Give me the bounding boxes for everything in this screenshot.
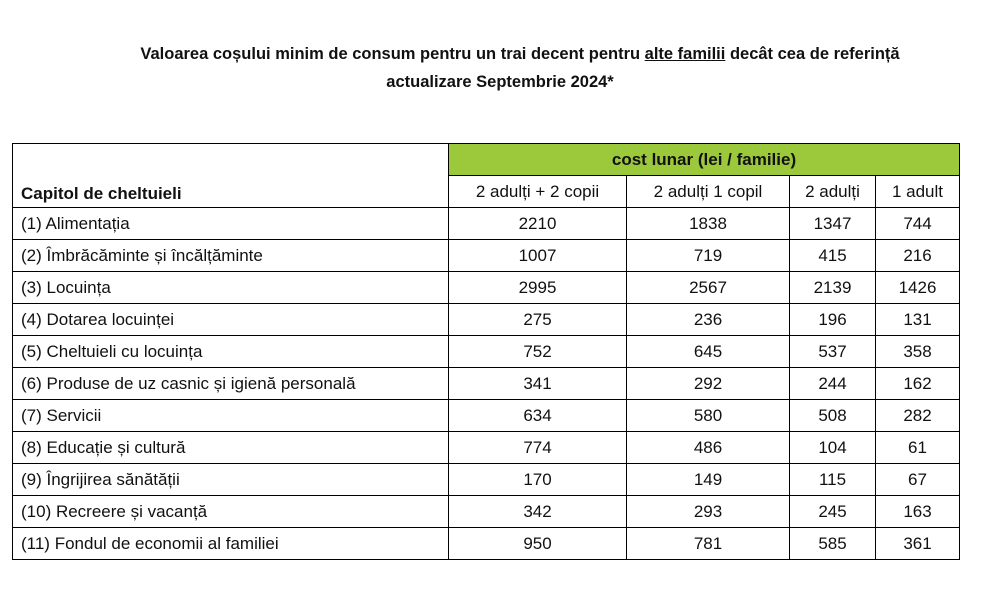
value-cell: 282 [876,400,960,432]
value-cell: 2210 [449,208,627,240]
value-cell: 744 [876,208,960,240]
column-header: 2 adulți + 2 copii [449,176,627,208]
value-cell: 293 [627,496,790,528]
table-row [13,336,960,368]
value-cell: 115 [790,464,876,496]
document-title [0,40,1000,96]
title-line-2: actualizare Septembrie 2024* [386,73,614,91]
column-header: 1 adult [876,176,960,208]
category-cell: (3) Locuința [13,272,449,304]
table-row [13,368,960,400]
value-cell: 752 [449,336,627,368]
table-body [13,208,960,560]
category-cell: (11) Fondul de economii al familiei [13,528,449,560]
value-cell: 358 [876,336,960,368]
value-cell: 486 [627,432,790,464]
title-line-1 [20,40,1000,68]
value-cell: 585 [790,528,876,560]
category-column-header: Capitol de cheltuieli [13,144,449,208]
category-cell: (9) Îngrijirea sănătății [13,464,449,496]
value-cell: 2139 [790,272,876,304]
title-text-end: decât cea de referință [725,45,900,63]
value-cell: 216 [876,240,960,272]
category-cell: (10) Recreere și vacanță [13,496,449,528]
value-cell: 580 [627,400,790,432]
value-cell: 67 [876,464,960,496]
cost-table [12,143,960,560]
value-cell: 1426 [876,272,960,304]
category-cell: (6) Produse de uz casnic și igienă personală [13,368,449,400]
value-cell: 1347 [790,208,876,240]
value-cell: 275 [449,304,627,336]
table-row [13,496,960,528]
value-cell: 245 [790,496,876,528]
category-cell: (5) Cheltuieli cu locuința [13,336,449,368]
value-cell: 634 [449,400,627,432]
value-cell: 508 [790,400,876,432]
table-row [13,240,960,272]
value-cell: 104 [790,432,876,464]
value-cell: 415 [790,240,876,272]
title-text-start: Valoarea coșului minim de consum pentru un trai decent pentru [140,45,645,63]
title-underlined-text: alte familii [644,45,726,63]
table-group-header-row [13,144,960,176]
value-cell: 341 [449,368,627,400]
value-cell: 244 [790,368,876,400]
value-cell: 170 [449,464,627,496]
table-row [13,208,960,240]
category-cell: (4) Dotarea locuinței [13,304,449,336]
value-cell: 1838 [627,208,790,240]
value-cell: 163 [876,496,960,528]
value-cell: 342 [449,496,627,528]
value-cell: 236 [627,304,790,336]
value-cell: 537 [790,336,876,368]
table-row [13,272,960,304]
value-cell: 292 [627,368,790,400]
table-row [13,432,960,464]
value-cell: 131 [876,304,960,336]
value-cell: 162 [876,368,960,400]
value-cell: 196 [790,304,876,336]
value-cell: 774 [449,432,627,464]
value-cell: 361 [876,528,960,560]
value-cell: 645 [627,336,790,368]
value-cell: 950 [449,528,627,560]
category-cell: (7) Servicii [13,400,449,432]
value-cell: 781 [627,528,790,560]
value-cell: 2995 [449,272,627,304]
category-cell: (1) Alimentația [13,208,449,240]
value-cell: 719 [627,240,790,272]
category-cell: (2) Îmbrăcăminte și încălțăminte [13,240,449,272]
category-cell: (8) Educație și cultură [13,432,449,464]
table-row [13,400,960,432]
value-cell: 61 [876,432,960,464]
column-header: 2 adulți [790,176,876,208]
value-cell: 1007 [449,240,627,272]
cost-group-header: cost lunar (lei / familie) [449,144,960,176]
column-header: 2 adulți 1 copil [627,176,790,208]
table-row [13,528,960,560]
value-cell: 149 [627,464,790,496]
value-cell: 2567 [627,272,790,304]
table-row [13,304,960,336]
table-row [13,464,960,496]
